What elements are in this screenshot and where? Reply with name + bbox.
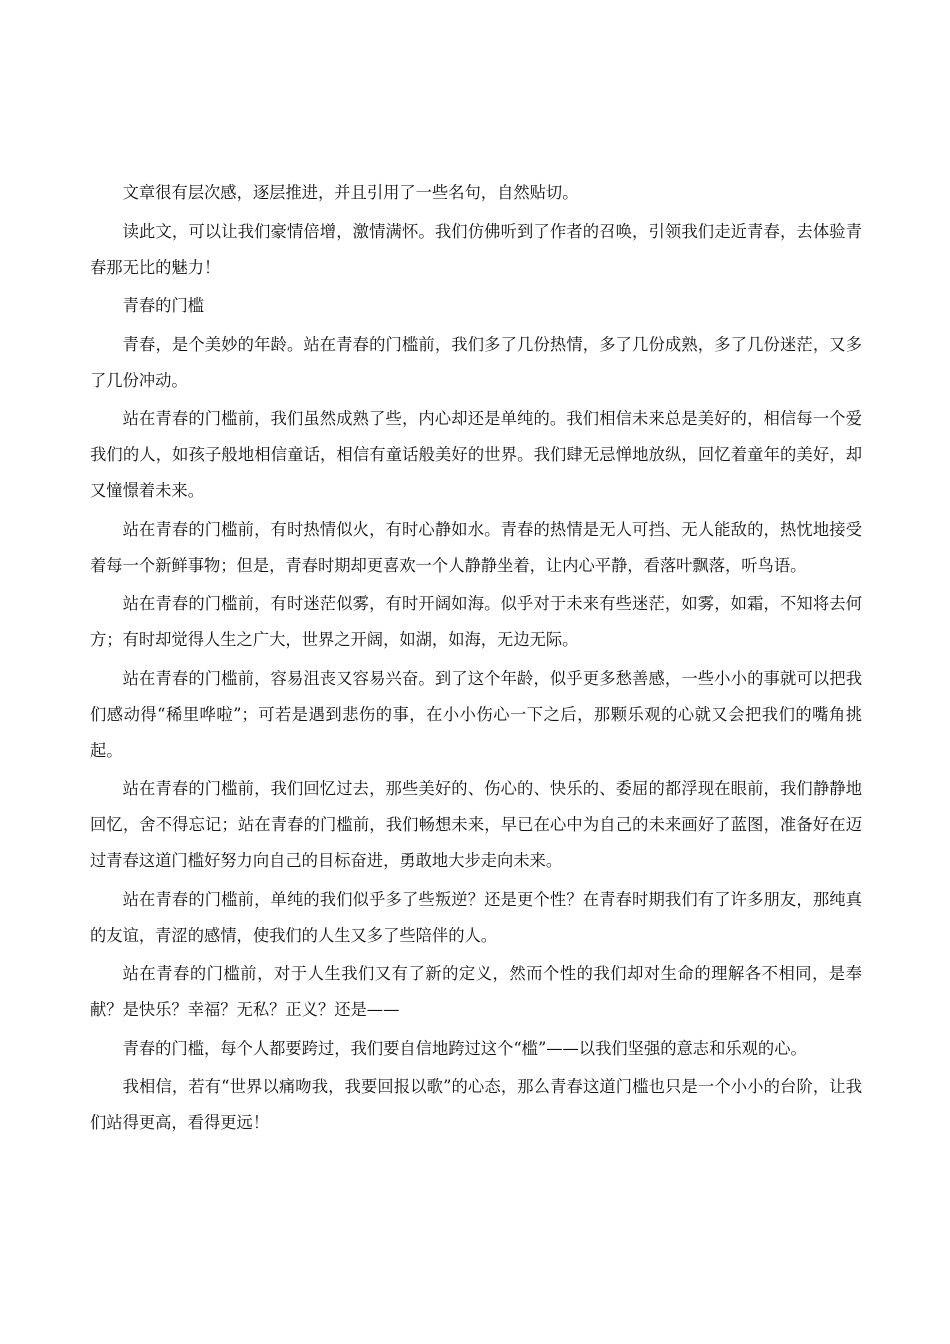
essay-paragraph-5: 站在青春的门槛前，容易沮丧又容易兴奋。到了这个年龄，似乎更多愁善感，一些小小的事就可以把我们感动得“稀里哗啦”；可若是遇到悲伤的事，在小小伤心一下之后，那颗乐观的心就又会把我们的嘴角挑起。 xyxy=(90,668,862,760)
essay-paragraph-7: 站在青春的门槛前，单纯的我们似乎多了些叛逆？还是更个性？在青春时期我们有了许多朋友，那纯真的友谊，青涩的感情，使我们的人生又多了些陪伴的人。 xyxy=(90,889,862,945)
essay-paragraph-9: 青春的门槛，每个人都要跨过，我们要自信地跨过这个“槛”——以我们坚强的意志和乐观的心。 xyxy=(122,1038,807,1058)
document-page xyxy=(90,175,862,1144)
essay-paragraph-1: 青春，是个美妙的年龄。站在青春的门槛前，我们多了几份热情，多了几份成熟，多了几份迷茫，又多了几份冲动。 xyxy=(90,334,862,390)
essay-paragraph-3: 站在青春的门槛前，有时热情似火，有时心静如水。青春的热情是无人可挡、无人能敌的，热忱地接受着每一个新鲜事物；但是，青春时期却更喜欢一个人静静坐着，让内心平静，看落叶飘落，听鸟语。 xyxy=(90,519,862,575)
essay-paragraph-8: 站在青春的门槛前，对于人生我们又有了新的定义，然而个性的我们却对生命的理解各不相同，是奉献？是快乐？幸福？无私？正义？还是—— xyxy=(90,964,862,1019)
essay-paragraph-10: 我相信，若有“世界以痛吻我，我要回报以歌”的心态，那么青春这道门槛也只是一个小小的台阶，让我们站得更高，看得更远！ xyxy=(90,1077,862,1132)
essay-paragraph-6: 站在青春的门槛前，我们回忆过去，那些美好的、伤心的、快乐的、委屈的都浮现在眼前，我们静静地回忆，舍不得忘记；站在青春的门槛前，我们畅想未来，早已在心中为自己的未来画好了蓝图，准备好在迈过青春这道门槛好努力向自己的目标奋进，勇敢地大步走向未来。 xyxy=(90,779,862,870)
commentary-paragraph-1: 文章很有层次感，逐层推进，并且引用了一些名句，自然贴切。 xyxy=(122,183,579,202)
commentary-paragraph-2: 读此文，可以让我们豪情倍增，激情满怀。我们仿佛听到了作者的召唤，引领我们走近青春，去体验青春那无比的魅力！ xyxy=(90,221,862,277)
essay-paragraph-2: 站在青春的门槛前，我们虽然成熟了些，内心却还是单纯的。我们相信未来总是美好的，相信每一个爱我们的人，如孩子般地相信童话，相信有童话般美好的世界。我们肆无忌惮地放纵，回忆着童年的美好，却又憧憬着未来。 xyxy=(90,409,862,500)
essay-paragraph-4: 站在青春的门槛前，有时迷茫似雾，有时开阔如海。似乎对于未来有些迷茫，如雾，如霜，不知将去何方；有时却觉得人生之广大，世界之开阔，如湖，如海，无边无际。 xyxy=(90,594,862,649)
essay-title: 青春的门槛 xyxy=(122,296,205,315)
